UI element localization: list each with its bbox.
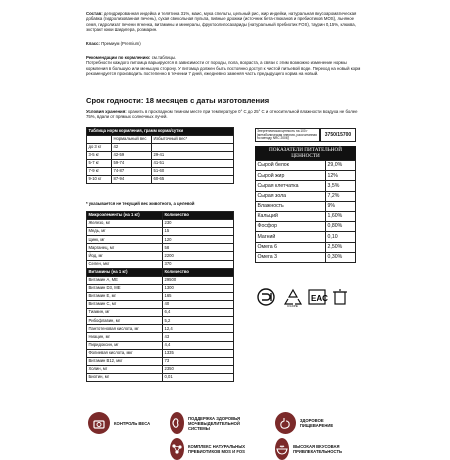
molecule-icon (170, 438, 184, 460)
feeding-col-1: Нормальный вес (112, 136, 152, 144)
nutrition-table (255, 160, 356, 263)
table-cell: 51-60 (152, 168, 234, 176)
table-cell: Витамин B12, мкг (87, 357, 163, 365)
table-row (87, 252, 234, 260)
feature-label: ЗДОРОВОЕ ПИЩЕВАРЕНИЕ (299, 418, 334, 428)
table-cell: 87-94 (112, 176, 152, 184)
class-line (86, 41, 141, 46)
table-row (87, 373, 234, 381)
class-label: Класс: (86, 41, 100, 46)
storage-text: хранить в прохладном темном месте при температуре 0° С до 25° С и относительной влажности воздуха не более 75%, вдали от прямых солнечных лучей. (86, 109, 358, 120)
table-row (87, 236, 234, 244)
table-cell: 7,2% (326, 191, 356, 201)
table-cell: Влажность (256, 201, 326, 211)
table-cell: 9-10 кг (87, 176, 112, 184)
feeding-note: * указывается не текущий вес животного, а целевой (86, 201, 195, 206)
table-row (87, 228, 234, 236)
table-cell: Сырая зола (256, 191, 326, 201)
feature-label: КОМПЛЕКС НАТУРАЛЬНЫХ ПРЕБИОТИКОВ MOS И FOS (188, 444, 246, 454)
table-row (87, 276, 234, 284)
table-row (87, 292, 234, 300)
table-cell: 15 (163, 228, 234, 236)
table-cell: Рибофлавин, мг (87, 317, 163, 325)
table-row (87, 357, 234, 365)
table-cell: 230 (163, 220, 234, 228)
feature-palatability (275, 438, 355, 460)
table-cell: 370 (163, 260, 234, 268)
table-cell: 2,50% (326, 242, 356, 252)
table-cell: Биотин, мг (87, 373, 163, 381)
table-cell: Омега 6 (256, 242, 326, 252)
table-cell: Витамин А, МЕ (87, 276, 163, 284)
table-cell: 29,0% (326, 161, 356, 171)
table-cell: Йод, мг (87, 252, 163, 260)
table-row (87, 160, 234, 168)
table-cell: Холин, мг (87, 365, 163, 373)
table-row (87, 168, 234, 176)
micro-table (86, 211, 234, 382)
table-row (87, 260, 234, 268)
table-cell: 5,2 (163, 317, 234, 325)
table-row (256, 242, 356, 252)
rst-mark-icon (258, 289, 274, 305)
table-cell: 42-59 (112, 152, 152, 160)
table-cell: 60-65 (152, 176, 234, 184)
energy-label: Энергетическая ценность на 100 г (метаболическая энергия, рассчитанная по методу NRC 2006) (255, 128, 320, 142)
composition-value: дегидрированная индейка и телятина 31%, маис, мука спельты, цельный рис, жир индейки, натуральная вкусоароматическая добавка (гидролизованная печень), сухая свекольная пульпа, пивные дрожжи (источник бета-глюканов и пребиотиков MOS), льняное семя, гидролизат печени ягненка, витамины и минералы, фруктоолигосахариды (натуральный пребиотик FOS), таурин 0,15%, клюква, экстракт юкки Шидигера, розмарин. (86, 11, 357, 32)
table-row (256, 161, 356, 171)
nutrition-title: ПОКАЗАТЕЛИ ПИТАТЕЛЬНОЙ ЦЕННОСТИ (255, 146, 356, 160)
feature-label: ПОДДЕРЖКА ЗДОРОВЬЯ МОЧЕВЫДЕЛИТЕЛЬНОЙ СИСТЕМЫ (188, 415, 240, 431)
table-cell: 42 (112, 144, 152, 152)
feeding-recommendations (86, 55, 366, 76)
table-cell: 2200 (163, 252, 234, 260)
table-row (87, 301, 234, 309)
composition-label: Состав: (86, 11, 103, 16)
table-cell: 73 (163, 357, 234, 365)
table-row (87, 325, 234, 333)
table-cell: Ниацин, мг (87, 333, 163, 341)
feature-prebiotics (170, 438, 250, 460)
table-cell: 1300 (163, 284, 234, 292)
recycle-code: C/LDPE (287, 304, 298, 308)
table-cell: Фосфор (256, 222, 326, 232)
micro-header-qty: Количество (163, 212, 234, 220)
table-row (256, 201, 356, 211)
table-row (87, 333, 234, 341)
table-cell: Магний (256, 232, 326, 242)
feature-label: ВЫСОКАЯ ВКУСОВАЯ ПРИВЛЕКАТЕЛЬНОСТЬ (293, 444, 343, 454)
table-row (87, 244, 234, 252)
table-cell: 5-7 кг (87, 160, 112, 168)
kidney-icon (170, 412, 184, 434)
feeding-col-0 (87, 136, 112, 144)
micro-header-name: Микроэлементы (на 1 кг) (87, 212, 163, 220)
table-cell: Медь, мг (87, 228, 163, 236)
table-row (87, 317, 234, 325)
table-row (87, 144, 234, 152)
table-cell: Витамин D3, МЕ (87, 284, 163, 292)
table-cell: Пиридоксин, мг (87, 341, 163, 349)
table-cell: до 3 кг (87, 144, 112, 152)
recycle-icon (285, 290, 301, 304)
table-cell: 120 (163, 236, 234, 244)
storage-label: Условия хранения: (86, 109, 127, 114)
table-cell: Пантотеновая кислота, мг (87, 325, 163, 333)
table-cell: Кальций (256, 211, 326, 221)
table-cell: 12,4 (163, 325, 234, 333)
feature-digestion (275, 412, 355, 434)
table-cell: Витамин Е, мг (87, 292, 163, 300)
table-cell: Цинк, мг (87, 236, 163, 244)
table-cell: 43 (163, 333, 234, 341)
composition-text (86, 11, 366, 32)
svg-text:EAC: EAC (311, 294, 328, 303)
table-row (256, 171, 356, 181)
scale-icon (88, 412, 110, 434)
class-value: Премиум (Premium) (101, 41, 141, 46)
table-row (256, 211, 356, 221)
table-cell: 1,60% (326, 211, 356, 221)
table-cell: 7-9 кг (87, 168, 112, 176)
table-cell: 4,4 (163, 341, 234, 349)
table-row (87, 341, 234, 349)
table-cell: 74-87 (112, 168, 152, 176)
table-cell: Сырая клетчатка (256, 181, 326, 191)
table-cell: 0,30% (326, 252, 356, 262)
certification-icons-svg (255, 286, 355, 308)
table-row (87, 349, 234, 357)
table-row (87, 365, 234, 373)
trash-bin-icon (333, 290, 347, 304)
bowl-icon (275, 438, 289, 460)
vitamins-header-name: Витамины (на 1 кг) (87, 268, 163, 276)
eac-mark-icon (309, 290, 328, 304)
nutrition-panel (255, 146, 356, 263)
feeding-label-value: см.таблицы. (151, 55, 177, 60)
table-row (256, 181, 356, 191)
shelf-life: Срок годности: 18 месяцев с даты изготовления (86, 96, 270, 105)
feeding-col-2: Избыточный вес* (152, 136, 234, 144)
table-cell: 0,01 (163, 373, 234, 381)
table-cell: 1335 (163, 349, 234, 357)
table-row (256, 191, 356, 201)
table-cell (152, 144, 234, 152)
table-cell: Селен, мкг (87, 260, 163, 268)
feature-weight-control (88, 412, 150, 434)
table-row (87, 176, 234, 184)
table-cell: Витамин С, мг (87, 301, 163, 309)
table-row (87, 284, 234, 292)
table-row (87, 152, 234, 160)
table-row (87, 309, 234, 317)
table-cell: Сырой белок (256, 161, 326, 171)
table-cell: 6,4 (163, 309, 234, 317)
table-cell: 0,80% (326, 222, 356, 232)
feeding-table (86, 127, 234, 184)
table-cell: 58 (163, 244, 234, 252)
feeding-text: Потребности каждого питомца варьируются в зависимости от породы, пола, возраста, а связи с этим возможно изменение нормы кормления в большую или меньшую сторону. У питомца должен быть постоянно доступ к чистой питьевой воде. Переход на новый корм рекомендуется производить постепенно в течении 7 дней, ежедневно заменяя часть предыдущего корма на новый. (86, 60, 361, 76)
table-cell: 3-5 кг (87, 152, 112, 160)
table-row (87, 220, 234, 228)
table-row (256, 222, 356, 232)
table-cell: 29-41 (152, 152, 234, 160)
certification-icons (255, 286, 355, 308)
table-cell: 59-74 (112, 160, 152, 168)
feeding-table-header: Таблица норм кормления, грамм корма/сутки (87, 128, 234, 136)
table-row (256, 232, 356, 242)
table-cell: 2350 (163, 365, 234, 373)
table-cell: 9% (326, 201, 356, 211)
table-row (256, 252, 356, 262)
feature-label: КОНТРОЛЬ ВЕСА (114, 420, 151, 426)
feature-urinary-health (170, 412, 250, 434)
storage-conditions (86, 109, 366, 120)
table-cell: Железо, мг (87, 220, 163, 228)
table-cell: Фолиевая кислота, мкг (87, 349, 163, 357)
table-cell: 165 (163, 292, 234, 300)
table-cell: 40 (163, 301, 234, 309)
table-cell: Тиамин, мг (87, 309, 163, 317)
energy-value: 3750/15700 (320, 128, 356, 142)
table-cell: Марганец, мг (87, 244, 163, 252)
table-cell: 0,10 (326, 232, 356, 242)
table-cell: Сырой жир (256, 171, 326, 181)
vitamins-header-qty: Количество (163, 268, 234, 276)
features-strip (0, 412, 450, 454)
table-cell: 12% (326, 171, 356, 181)
stomach-icon (275, 412, 296, 434)
table-cell: 41-51 (152, 160, 234, 168)
table-cell: 29500 (163, 276, 234, 284)
feeding-label: Рекомендации по кормлению: (86, 55, 151, 60)
table-cell: 3,5% (326, 181, 356, 191)
table-cell: Омега 3 (256, 252, 326, 262)
